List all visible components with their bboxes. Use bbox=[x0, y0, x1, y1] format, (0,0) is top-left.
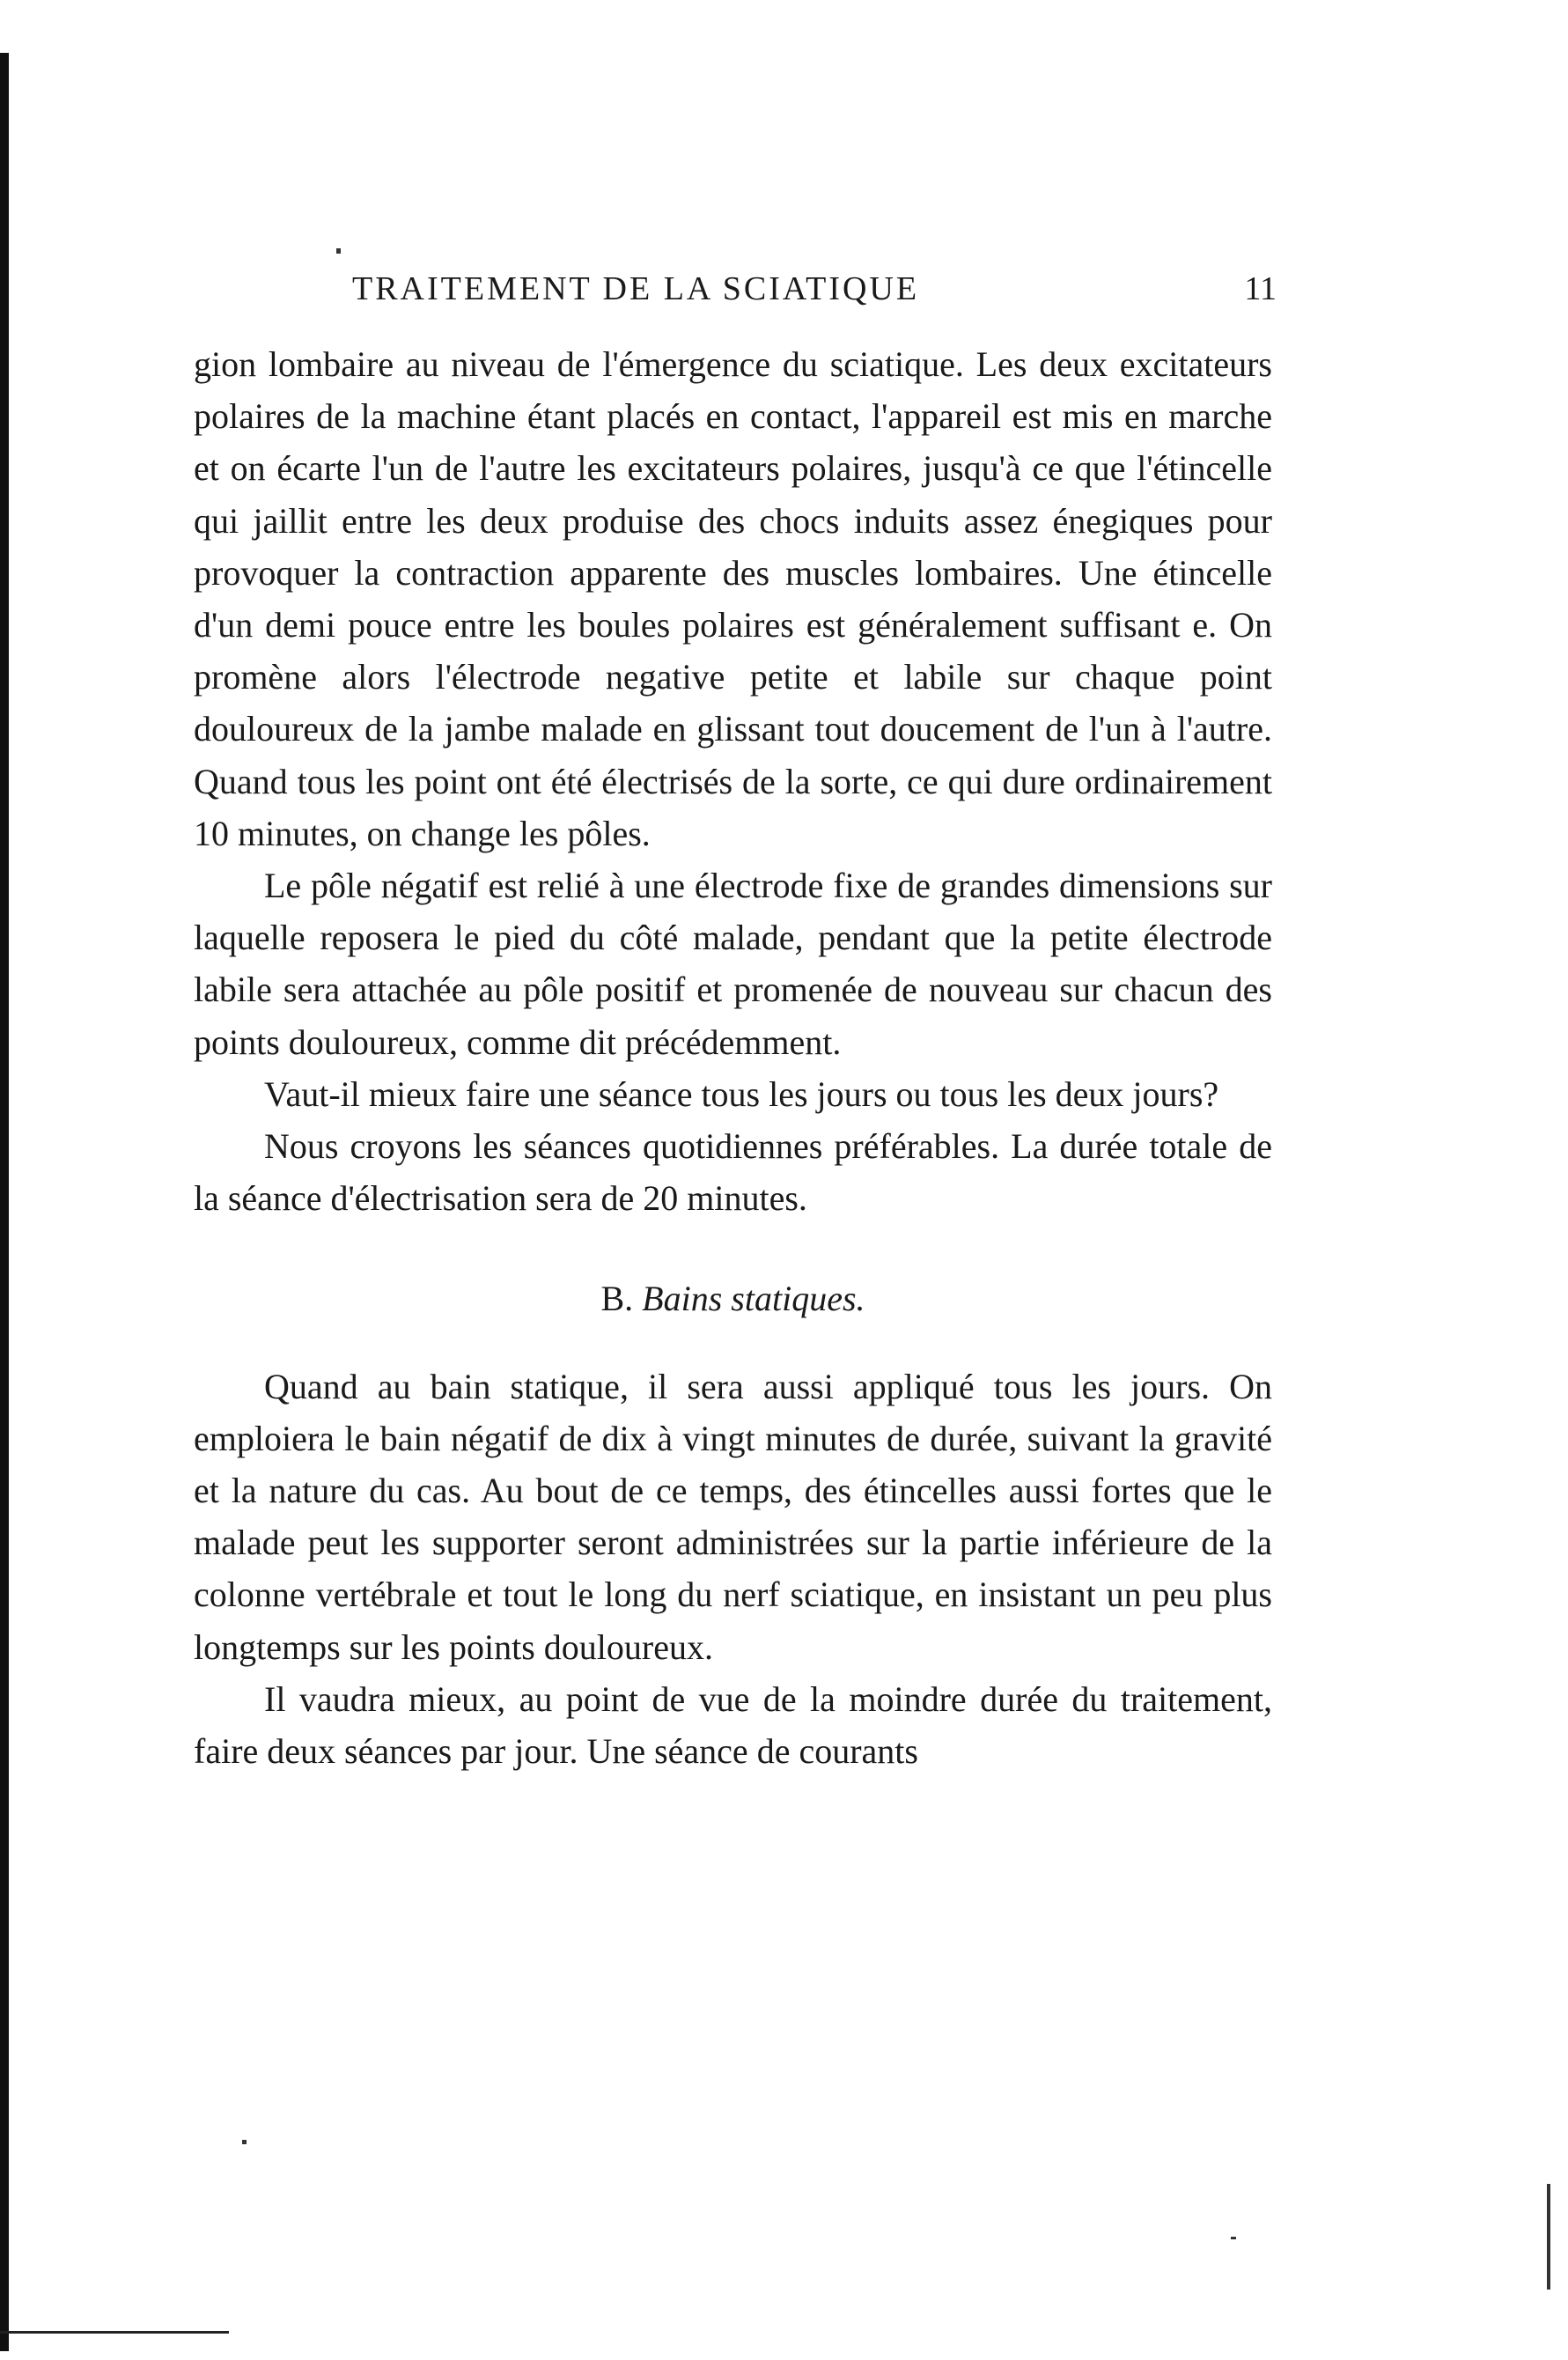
paragraph: Quand au bain statique, il sera aussi appliqué tous les jours. On emploiera le bain négatif de dix à vingt minutes de durée, suivant la gravité et la nature du cas. Au bout de ce temps, des étincelles aussi fortes que le malade peut les supporter seront administrées sur la partie inférieure de la colonne vertébrale et tout le long du nerf sciatique, en insistant un peu plus longtemps sur les points douloureux. bbox=[194, 1366, 1272, 1667]
scan-speck bbox=[336, 248, 341, 254]
scan-page-corner bbox=[0, 2331, 229, 2360]
scan-speck bbox=[242, 2140, 247, 2144]
paragraph: Vaut-il mieux faire une séance tous les jours ou tous les deux jours? bbox=[264, 1073, 1219, 1114]
paragraph: gion lombaire au niveau de l'émergence du sciatique. Les deux excitateurs polaires de la machine étant placés en contact, l'appareil est mis en marche et on écarte l'un de l'autre les excitateurs polaires, jusqu'à ce que l'étincelle qui jaillit entre les deux produise des chocs induits assez énegiques pour provoquer la contraction apparente des muscles lombaires. Une étincelle d'un demi pouce entre les boules polaires est généralement suffisant e. On promène alors l'électrode negative petite et labile sur chaque point douloureux de la jambe malade en glissant tout doucement de l'un à l'autre. Quand tous les point ont été électrisés de la sorte, ce qui dure ordinairement 10 minutes, on change les pôles. bbox=[194, 344, 1272, 853]
paragraph: Nous croyons les séances quotidiennes préférables. La durée totale de la séance d'électrisation sera de 20 minutes. bbox=[194, 1126, 1272, 1219]
section-heading bbox=[194, 1272, 1272, 1324]
running-head: TRAITEMENT DE LA SCIATIQUE bbox=[352, 270, 920, 307]
scan-page-edge bbox=[0, 53, 9, 2351]
section-label: B. bbox=[600, 1279, 634, 1319]
scan-speck bbox=[1231, 2237, 1236, 2239]
section-title: Bains statiques. bbox=[642, 1279, 865, 1319]
page-number: 11 bbox=[1244, 270, 1277, 307]
paragraph: Le pôle négatif est relié à une électrode fixe de grandes dimensions sur laquelle reposera le pied du côté malade, pendant que la petite électrode labile sera attachée au pôle positif et promenée de nouveau sur chacun des points douloureux, comme dit précédemment. bbox=[194, 866, 1272, 1062]
paragraph: Il vaudra mieux, au point de vue de la moindre durée du traitement, faire deux séances par jour. Une séance de courants bbox=[194, 1678, 1272, 1772]
page-header bbox=[194, 269, 1277, 313]
scan-speck bbox=[1547, 2184, 1550, 2290]
page-body bbox=[194, 338, 1272, 1777]
